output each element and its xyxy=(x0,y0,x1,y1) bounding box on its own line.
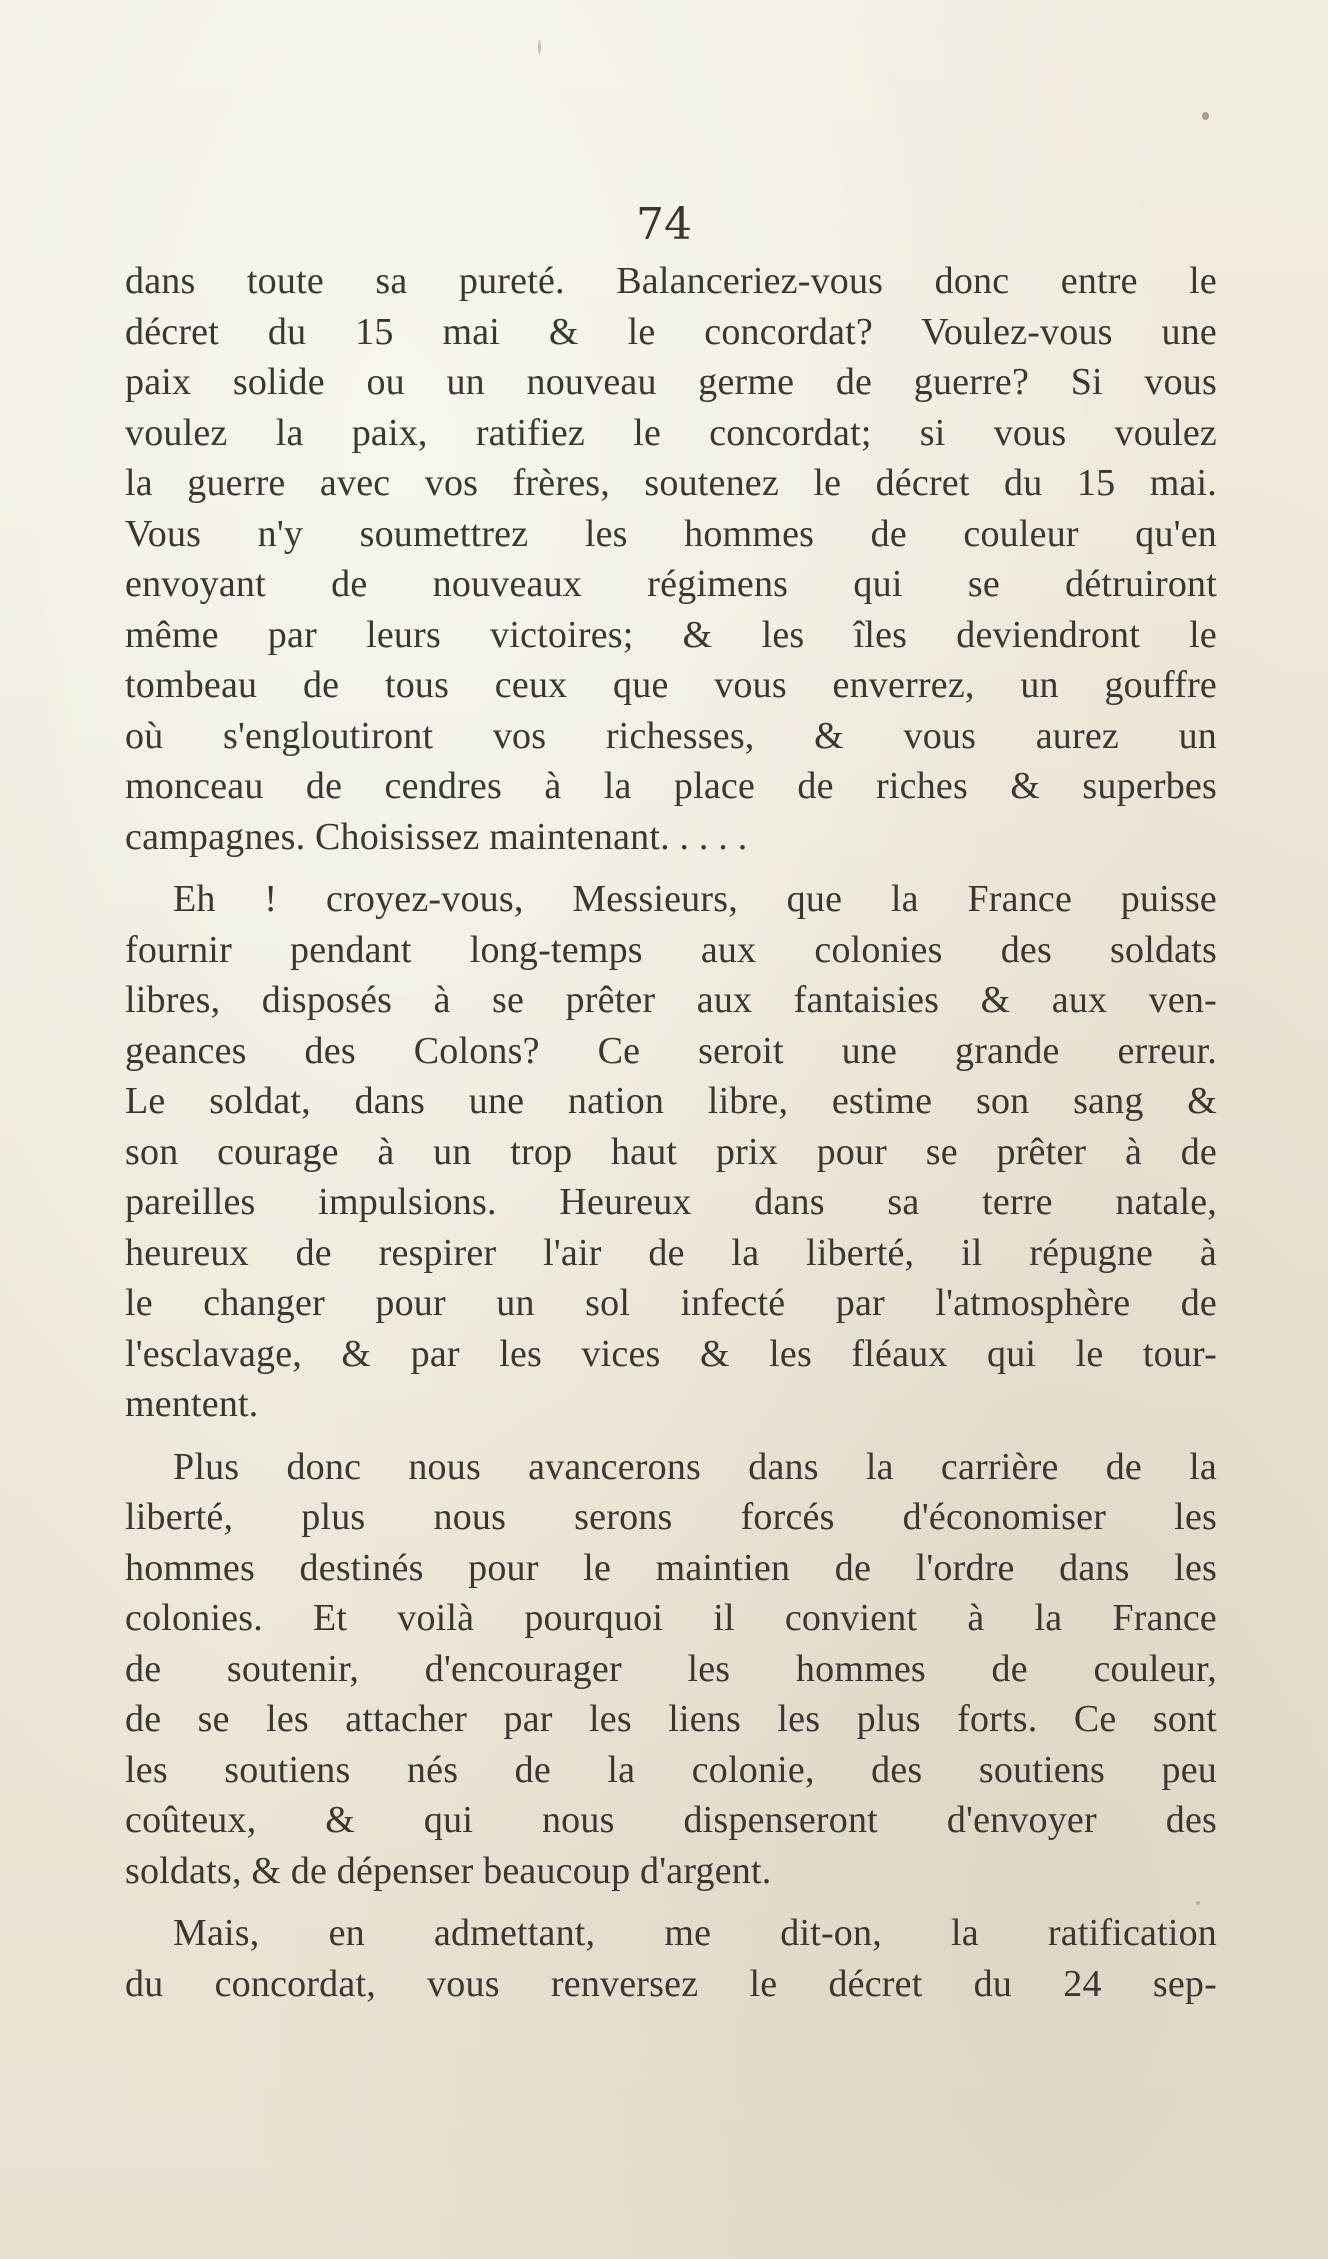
text-line: fournir pendant long-temps aux colonies des soldats xyxy=(125,928,1217,971)
text-line: Mais, en admettant, me dit-on, la ratification xyxy=(173,1912,1217,1954)
paragraph xyxy=(125,256,1217,862)
text-line: Le soldat, dans une nation libre, estime son sang & xyxy=(125,1080,1217,1122)
text-line: la guerre avec vos frères, soutenez le décret du 15 mai. xyxy=(125,462,1217,504)
text-line: son courage à un trop haut prix pour se prêter à de xyxy=(125,1130,1217,1173)
text-line: campagnes. Choisissez maintenant. . . . . xyxy=(125,815,748,858)
text-line: voulez la paix, ratifiez le concordat; si vous voulez xyxy=(125,411,1217,454)
text-line: geances des Colons? Ce seroit une grande erreur. xyxy=(125,1029,1217,1072)
text-line: de soutenir, d'encourager les hommes de couleur, xyxy=(125,1647,1217,1690)
text-line: les soutiens nés de la colonie, des soutiens peu xyxy=(125,1748,1217,1791)
paragraph-gap xyxy=(125,1896,1217,1908)
text-line: tombeau de tous ceux que vous enverrez, un gouffre xyxy=(125,664,1217,706)
text-line: Plus donc nous avancerons dans la carrière de la xyxy=(173,1445,1217,1488)
text-line: soldats, & de dépenser beaucoup d'argent. xyxy=(125,1849,772,1892)
text-line: Eh ! croyez-vous, Messieurs, que la France puisse xyxy=(173,878,1217,920)
text-line: même par leurs victoires; & les îles deviendront le xyxy=(125,613,1217,656)
text-line: monceau de cendres à la place de riches & superbes xyxy=(125,765,1217,807)
paragraph xyxy=(125,1442,1217,1897)
text-line: mentent. xyxy=(125,1383,259,1425)
ink-speck xyxy=(1202,112,1209,120)
text-line: liberté, plus nous serons forcés d'économiser les xyxy=(125,1496,1217,1538)
text-line: coûteux, & qui nous dispenseront d'envoyer des xyxy=(125,1799,1217,1841)
text-line: du concordat, vous renversez le décret du 24 sep- xyxy=(125,1962,1217,2005)
text-line: de se les attacher par les liens les plus forts. Ce sont xyxy=(125,1698,1217,1740)
text-line: où s'engloutiront vos richesses, & vous aurez un xyxy=(125,714,1217,757)
body-text xyxy=(125,256,1217,2009)
ink-speck xyxy=(538,40,541,54)
paragraph-gap xyxy=(125,862,1217,874)
text-line: hommes destinés pour le maintien de l'ordre dans les xyxy=(125,1546,1217,1589)
text-line: paix solide ou un nouveau germe de guerre? Si vous xyxy=(125,361,1217,403)
text-line: heureux de respirer l'air de la liberté, il répugne à xyxy=(125,1231,1217,1274)
paragraph xyxy=(125,1908,1217,2009)
text-line: le changer pour un sol infecté par l'atmosphère de xyxy=(125,1282,1217,1324)
paragraph-gap xyxy=(125,1430,1217,1442)
page-number: 74 xyxy=(636,199,692,250)
text-line: dans toute sa pureté. Balanceriez-vous donc entre le xyxy=(125,260,1217,302)
text-line: libres, disposés à se prêter aux fantaisies & aux ven- xyxy=(125,979,1217,1021)
paragraph xyxy=(125,874,1217,1430)
text-line: Vous n'y soumettrez les hommes de couleur qu'en xyxy=(125,512,1217,555)
text-line: l'esclavage, & par les vices & les fléaux qui le tour- xyxy=(125,1332,1217,1375)
text-line: pareilles impulsions. Heureux dans sa terre natale, xyxy=(125,1181,1217,1223)
text-line: envoyant de nouveaux régimens qui se détruiront xyxy=(125,563,1217,605)
text-line: décret du 15 mai & le concordat? Voulez-vous une xyxy=(125,310,1217,353)
text-line: colonies. Et voilà pourquoi il convient à la France xyxy=(125,1597,1217,1639)
